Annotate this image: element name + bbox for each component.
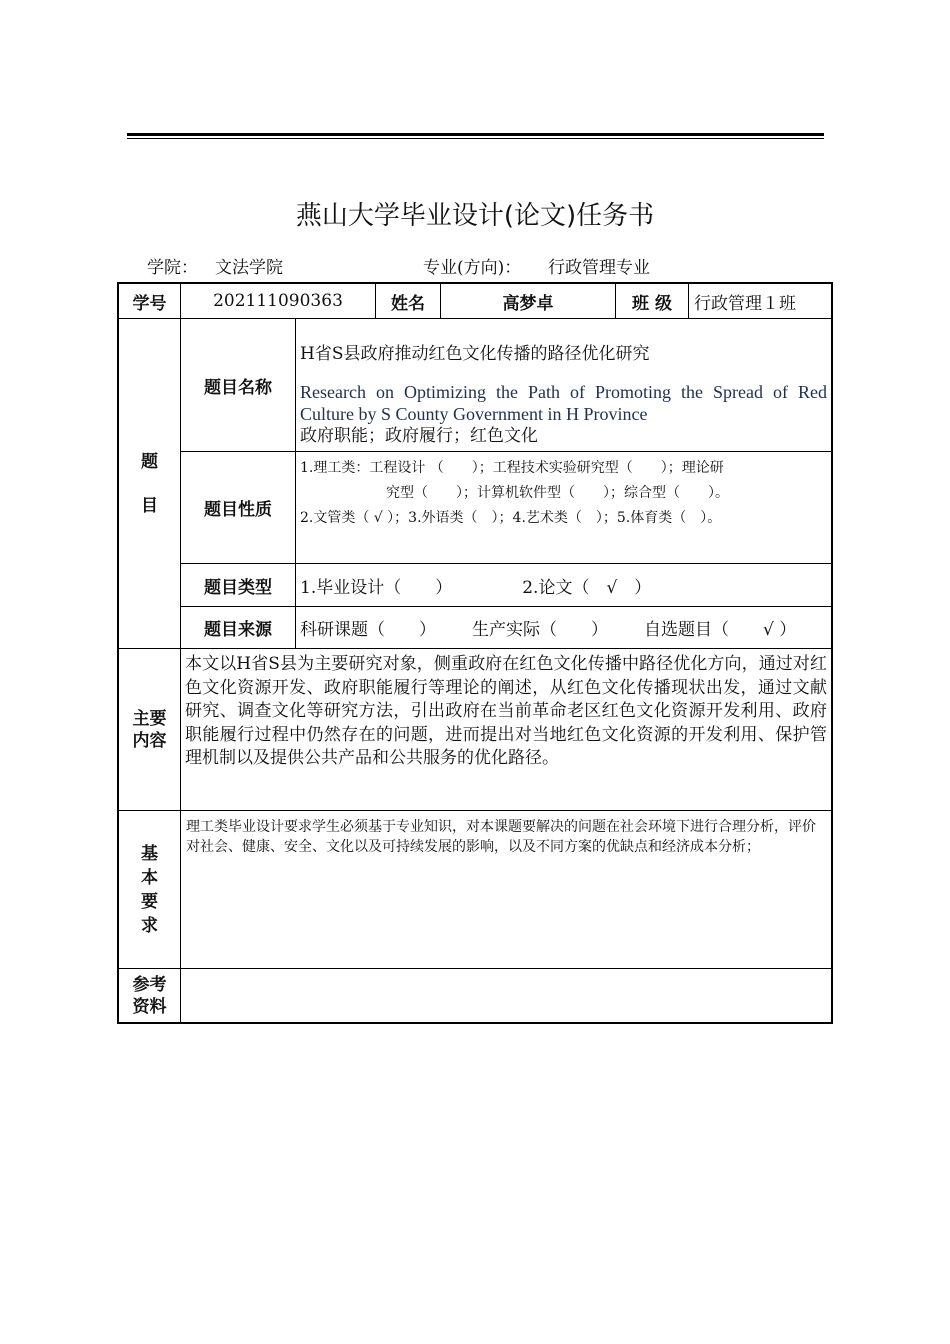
header-rule xyxy=(127,133,824,136)
nature-line-1: 1.理工类：工程设计 （ ）；工程技术实验研究型（ ）；理论研 xyxy=(300,460,724,476)
basic-requirements-label: 基本要求 xyxy=(118,810,181,969)
type-option-design: 1.毕业设计（ ） xyxy=(300,577,453,598)
name-label: 姓名 xyxy=(375,283,441,319)
references-text xyxy=(180,968,832,1024)
topic-name-cn: H省S县政府推动红色文化传播的路径优化研究 xyxy=(300,344,650,364)
main-content-label: 主要内容 xyxy=(118,648,181,811)
source-option-self: 自选题目（ √ ） xyxy=(644,620,797,640)
basic-requirements-text: 理工类毕业设计要求学生必须基于专业知识，对本课题要解决的问题在社会环境下进行合理分析，评价对社会、健康、安全、文化以及可持续发展的影响，以及不同方案的优缺点和经济成本分析； xyxy=(180,810,832,969)
name-value: 高梦卓 xyxy=(440,283,616,319)
references-label: 参考资料 xyxy=(118,968,181,1024)
keywords: 政府职能；政府履行；红色文化 xyxy=(300,426,538,446)
source-option-research: 科研课题（ ） xyxy=(300,620,436,640)
student-id-label: 学号 xyxy=(118,283,181,319)
class-value: 行政管理１班 xyxy=(688,283,832,319)
topic-label: 题 目 xyxy=(118,318,181,649)
header-rule-thin xyxy=(127,138,824,139)
document-title: 燕山大学毕业设计(论文)任务书 xyxy=(295,201,655,231)
nature-line-3: 2.文管类（ √ ）；3.外语类（ ）；4.艺术类（ ）；5.体育类（ ）。 xyxy=(300,510,722,526)
topic-name-label: 题目名称 xyxy=(180,318,296,452)
topic-type-label: 题目类型 xyxy=(180,563,296,607)
class-label: 班 级 xyxy=(615,283,689,319)
topic-name-en: Research on Optimizing the Path of Promoting the Spread of Red Culture by S County Government in H Province xyxy=(300,382,827,424)
nature-line-2: 究型（ ）；计算机软件型（ ）；综合型（ ）。 xyxy=(386,485,729,501)
student-id-value: 202111090363 xyxy=(180,283,376,319)
source-option-production: 生产实际（ ） xyxy=(472,620,608,640)
college-label: 学院： xyxy=(147,258,198,278)
major-value: 行政管理专业 xyxy=(548,258,650,278)
major-label: 专业(方向)： xyxy=(423,258,522,278)
main-content-text: 本文以H省S县为主要研究对象，侧重政府在红色文化传播中路径优化方向，通过对红色文化资源开发、政府职能履行等理论的阐述，从红色文化传播现状出发，通过文献研究、调查文化等研究方法，引出政府在当前革命老区红色文化资源开发利用、政府职能履行过程中仍然存在的问题，进而提出对当地红色文化资源的开发利用、保护管理机制以及提供公共产品和公共服务的优化路径。 xyxy=(180,648,832,811)
topic-source-label: 题目来源 xyxy=(180,606,296,649)
type-option-thesis: 2.论文（ √ ） xyxy=(522,577,652,598)
topic-nature-label: 题目性质 xyxy=(180,451,296,564)
college-value: 文法学院 xyxy=(215,258,283,278)
